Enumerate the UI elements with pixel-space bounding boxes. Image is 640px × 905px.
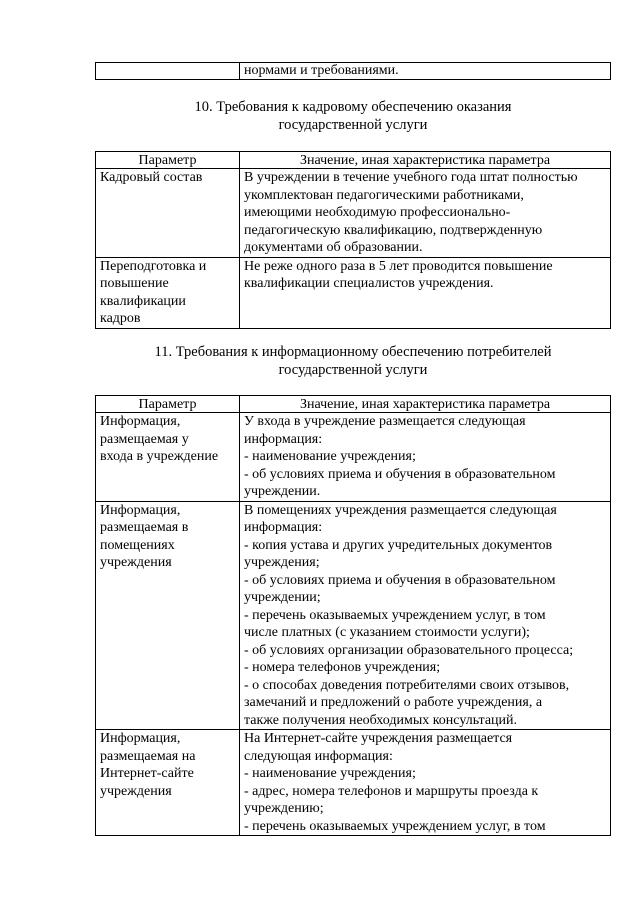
cell-text-line: На Интернет-сайте учреждения размещается (244, 731, 513, 746)
table-header-row (96, 396, 611, 413)
cell-text-line: - об условиях приема и обучения в образовательном (244, 466, 556, 482)
cell-text-line: учреждения (100, 555, 172, 570)
value-cell (240, 730, 611, 836)
cell-text-line: учреждению; (244, 801, 324, 816)
cell-text-line: - наименование учреждения; (244, 449, 416, 464)
cell-text-line: - наименование учреждения; (244, 766, 416, 781)
cell-text-line: Информация, (100, 414, 181, 429)
section-title-line: 10. Требования к кадровому обеспечению оказания (194, 99, 512, 115)
information-requirements-table (95, 395, 611, 836)
cell-text-line: - об условиях приема и обучения в образовательном (244, 572, 556, 588)
cell-text-line: входа в учреждение (100, 449, 219, 464)
cell-text-line: числе платных (с указанием стоимости услуги); (244, 625, 530, 640)
table-row (96, 257, 611, 328)
cell-text-line: В учреждении в течение учебного года штат полностью (244, 170, 578, 185)
cell-text-line: Переподготовка и (100, 258, 207, 274)
cell-text-line: размещаемая на (100, 748, 196, 764)
table-row (96, 413, 611, 502)
cell-text-line: Не реже одного раза в 5 лет проводится повышение (244, 258, 553, 274)
param-cell (96, 501, 240, 730)
cell-text-line: замечаний и предложений о работе учреждения, а (244, 695, 543, 710)
column-header-param: Параметр (96, 396, 240, 413)
table-row (96, 730, 611, 836)
value-cell (240, 257, 611, 328)
cell-text-line: следующая информация: (244, 748, 393, 764)
table-header-row (96, 152, 611, 169)
cell-text-line: Интернет-сайте (100, 766, 194, 781)
section-10-title (95, 98, 611, 134)
cell-text-line: имеющими необходимую профессионально- (244, 205, 511, 220)
cell-text-line: помещениях (100, 537, 175, 553)
cell-text-line: повышение (100, 276, 169, 291)
section-title-line: государственной услуги (278, 117, 428, 133)
cell-text-line: учреждения; (244, 555, 320, 570)
section-title-line: государственной услуги (278, 362, 428, 378)
cell-text-line: размещаемая в (100, 520, 189, 535)
cell-text-line: квалификации специалистов учреждения. (244, 276, 494, 291)
staffing-requirements-table (95, 151, 611, 329)
column-header-value: Значение, иная характеристика параметра (240, 152, 611, 169)
cell-text-line: учреждении; (244, 590, 321, 605)
cell-text-line: укомплектован педагогическими работниками, (244, 187, 524, 203)
param-cell (96, 413, 240, 502)
cell-text-line: кадров (100, 311, 141, 326)
cell-text-line: Кадровый состав (100, 170, 203, 185)
cell-text-line: также получения необходимых консультаций. (244, 712, 518, 728)
value-cell (240, 413, 611, 502)
cell-text-line: Информация, (100, 502, 181, 518)
cell-text-line: - перечень оказываемых учреждением услуг, в том (244, 607, 546, 623)
cell-text-line: квалификации (100, 293, 186, 309)
param-cell (96, 730, 240, 836)
table-cell (96, 63, 240, 80)
cell-text-line: - номера телефонов учреждения; (244, 660, 441, 675)
cell-text-line: - адрес, номера телефонов и маршруты проезда к (244, 783, 539, 799)
param-cell (96, 257, 240, 328)
value-cell (240, 501, 611, 730)
cell-text-line: - об условиях организации образовательного процесса; (244, 642, 574, 658)
column-header-value: Значение, иная характеристика параметра (240, 396, 611, 413)
cell-text-line: У входа в учреждение размещается следующая (244, 414, 526, 429)
cell-text-line: - о способах доведения потребителями своих отзывов, (244, 677, 570, 693)
table-row (96, 501, 611, 730)
cell-text-line: документами об образовании. (244, 240, 423, 255)
cell-text-line: информация: (244, 520, 323, 535)
cell-text-line: информация: (244, 431, 323, 447)
table-row (96, 169, 611, 258)
cell-text-line: учреждении. (244, 484, 321, 499)
continuation-table (95, 62, 611, 80)
param-cell (96, 169, 240, 258)
column-header-param: Параметр (96, 152, 240, 169)
cell-text-line: учреждения (100, 783, 172, 799)
section-title-line: 11. Требования к информационному обеспечению потребителей (154, 344, 552, 360)
cell-text-line: - копия устава и других учредительных документов (244, 537, 553, 553)
table-cell: нормами и требованиями. (240, 63, 611, 80)
cell-text-line: педагогическую квалификацию, подтвержденную (244, 222, 543, 238)
value-cell (240, 169, 611, 258)
cell-text-line: размещаемая у (100, 431, 189, 447)
cell-text-line: Информация, (100, 731, 181, 746)
section-11-title (95, 343, 611, 379)
cell-text-line: В помещениях учреждения размещается следующая (244, 502, 557, 518)
table-row (96, 63, 611, 80)
cell-text-line: - перечень оказываемых учреждением услуг, в том (244, 818, 546, 834)
